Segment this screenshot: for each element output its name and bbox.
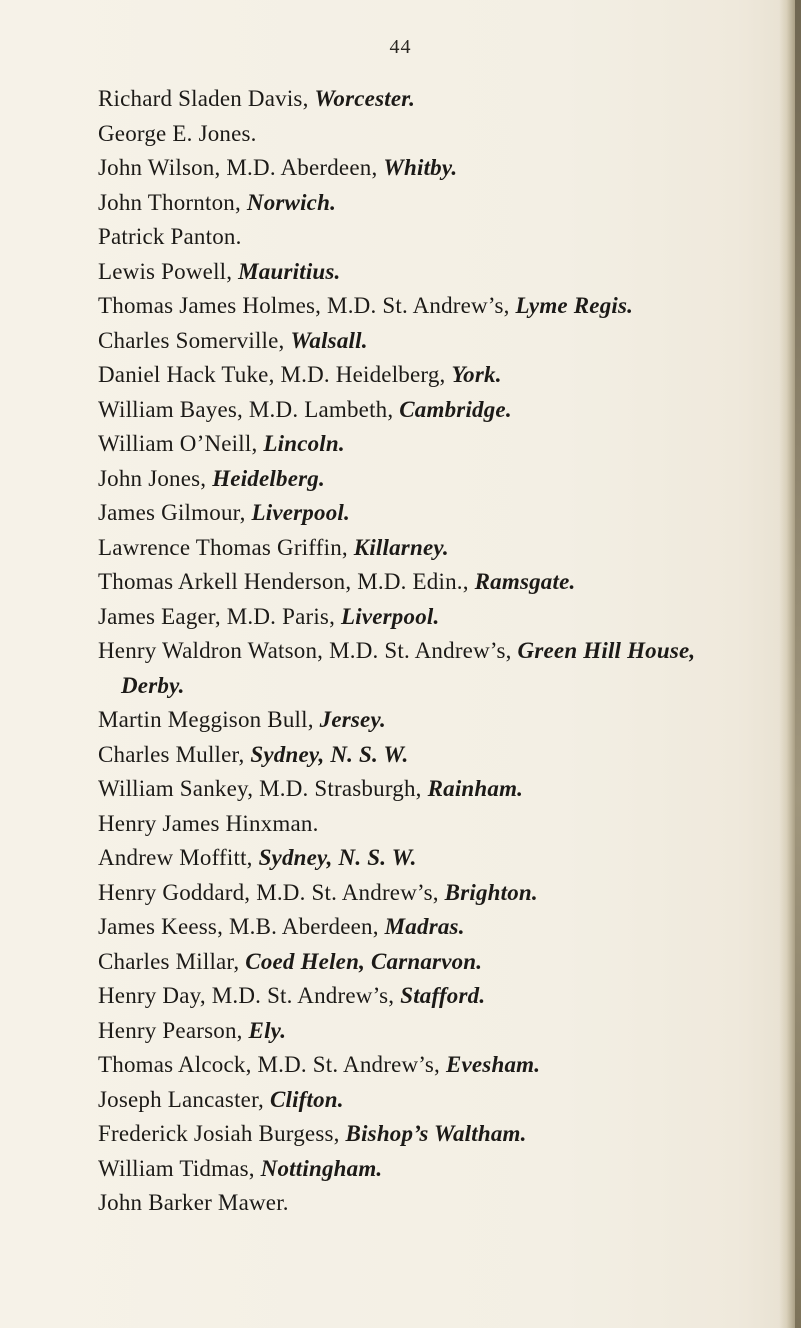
- member-place: Mauritius.: [238, 258, 341, 284]
- list-item: [98, 979, 748, 1014]
- member-place: Nottingham.: [260, 1155, 383, 1181]
- member-name: John Wilson, M.D. Aberdeen,: [98, 155, 384, 180]
- member-place: Ely.: [248, 1017, 287, 1043]
- member-place: Heidelberg.: [212, 465, 325, 491]
- member-place: Rainham.: [427, 776, 524, 801]
- list-item: [98, 255, 748, 290]
- member-name: Richard Sladen Davis,: [98, 86, 315, 111]
- member-name: Charles Millar,: [98, 948, 246, 974]
- member-place: Stafford.: [400, 983, 486, 1008]
- list-item: [98, 462, 748, 497]
- member-place: Sydney, N. S. W.: [250, 741, 409, 767]
- list-item: [98, 1152, 748, 1187]
- member-place: Lyme Regis.: [515, 293, 634, 318]
- member-name: Daniel Hack Tuke, M.D. Heidelberg,: [98, 362, 452, 387]
- list-item: [98, 1083, 748, 1118]
- member-name: James Keess, M.B. Aberdeen,: [98, 914, 385, 939]
- list-item: [98, 358, 748, 393]
- list-item: [98, 600, 748, 635]
- member-name: Frederick Josiah Burgess,: [98, 1121, 346, 1146]
- page-number: 44: [389, 36, 412, 58]
- member-place: Madras.: [384, 914, 465, 939]
- member-place: Norwich.: [246, 189, 337, 215]
- member-name: Henry Goddard, M.D. St. Andrew’s,: [98, 879, 445, 905]
- list-item: [98, 289, 755, 324]
- list-item: [98, 427, 748, 462]
- member-place: Evesham.: [445, 1052, 541, 1077]
- list-item: [98, 634, 755, 703]
- list-item: [98, 772, 748, 807]
- member-place: Sydney, N. S. W.: [258, 845, 417, 870]
- member-name: George E. Jones.: [98, 120, 257, 146]
- member-name: Martin Meggison Bull,: [98, 707, 320, 732]
- member-name: James Eager, M.D. Paris,: [98, 603, 341, 629]
- member-name: Charles Muller,: [98, 741, 251, 767]
- member-place: Ramsgate.: [474, 569, 576, 594]
- member-name: Patrick Panton.: [98, 224, 242, 249]
- list-item: [98, 841, 748, 876]
- member-place: Coed Helen, Carnarvon.: [245, 948, 483, 974]
- member-place: Worcester.: [314, 86, 416, 111]
- list-item: [98, 1186, 748, 1221]
- member-name: Henry Waldron Watson, M.D. St. Andrew’s,: [98, 638, 518, 663]
- member-name: William Bayes, M.D. Lambeth,: [98, 396, 400, 422]
- page-edge: [795, 0, 801, 1328]
- list-item: [98, 82, 748, 117]
- member-place: Killarney.: [353, 534, 449, 560]
- member-place: Clifton.: [269, 1086, 344, 1112]
- member-name: Charles Somerville,: [98, 327, 291, 353]
- member-name: William Tidmas,: [98, 1155, 261, 1181]
- member-place: Walsall.: [290, 327, 368, 353]
- list-item: [98, 738, 748, 773]
- list-item: [98, 1048, 748, 1083]
- member-list: [98, 82, 748, 1221]
- member-name: William O’Neill,: [98, 431, 264, 456]
- member-name: Andrew Moffitt,: [98, 845, 259, 870]
- list-item: [98, 703, 748, 738]
- list-item: [98, 186, 748, 221]
- member-name: Henry Pearson,: [98, 1017, 249, 1043]
- member-name: Thomas James Holmes, M.D. St. Andrew’s,: [98, 293, 516, 318]
- member-place: Bishop’s Waltham.: [345, 1121, 527, 1146]
- member-name: James Gilmour,: [98, 500, 252, 525]
- list-item: [98, 1014, 748, 1049]
- member-name: John Jones,: [98, 465, 213, 491]
- member-name: Joseph Lancaster,: [98, 1086, 270, 1112]
- member-place: Lincoln.: [263, 431, 345, 456]
- member-name: John Thornton,: [98, 189, 247, 215]
- list-item: [98, 496, 748, 531]
- list-item: [98, 151, 748, 186]
- member-place: Brighton.: [444, 879, 538, 905]
- list-item: [98, 1117, 748, 1152]
- member-place: Liverpool.: [251, 500, 350, 525]
- list-item: [98, 393, 748, 428]
- member-place: Liverpool.: [340, 603, 440, 629]
- member-name: Henry James Hinxman.: [98, 810, 319, 836]
- list-item: [98, 910, 748, 945]
- member-place: York.: [451, 362, 502, 387]
- list-item: [98, 565, 748, 600]
- member-place: Green Hill House, Derby.: [121, 638, 696, 698]
- list-item: [98, 117, 748, 152]
- list-item: [98, 945, 748, 980]
- list-item: [98, 531, 748, 566]
- list-item: [98, 807, 748, 842]
- list-item: [98, 876, 748, 911]
- member-place: Whitby.: [383, 155, 458, 180]
- list-item: [98, 220, 748, 255]
- member-name: John Barker Mawer.: [98, 1190, 289, 1215]
- member-name: Henry Day, M.D. St. Andrew’s,: [98, 983, 401, 1008]
- member-name: Lawrence Thomas Griffin,: [98, 534, 354, 560]
- list-item: [98, 324, 748, 359]
- member-name: William Sankey, M.D. Strasburgh,: [98, 776, 428, 801]
- member-name: Thomas Arkell Henderson, M.D. Edin.,: [98, 569, 475, 594]
- member-place: Jersey.: [319, 707, 386, 732]
- member-name: Lewis Powell,: [98, 258, 239, 284]
- member-name: Thomas Alcock, M.D. St. Andrew’s,: [98, 1052, 446, 1077]
- member-place: Cambridge.: [399, 396, 512, 422]
